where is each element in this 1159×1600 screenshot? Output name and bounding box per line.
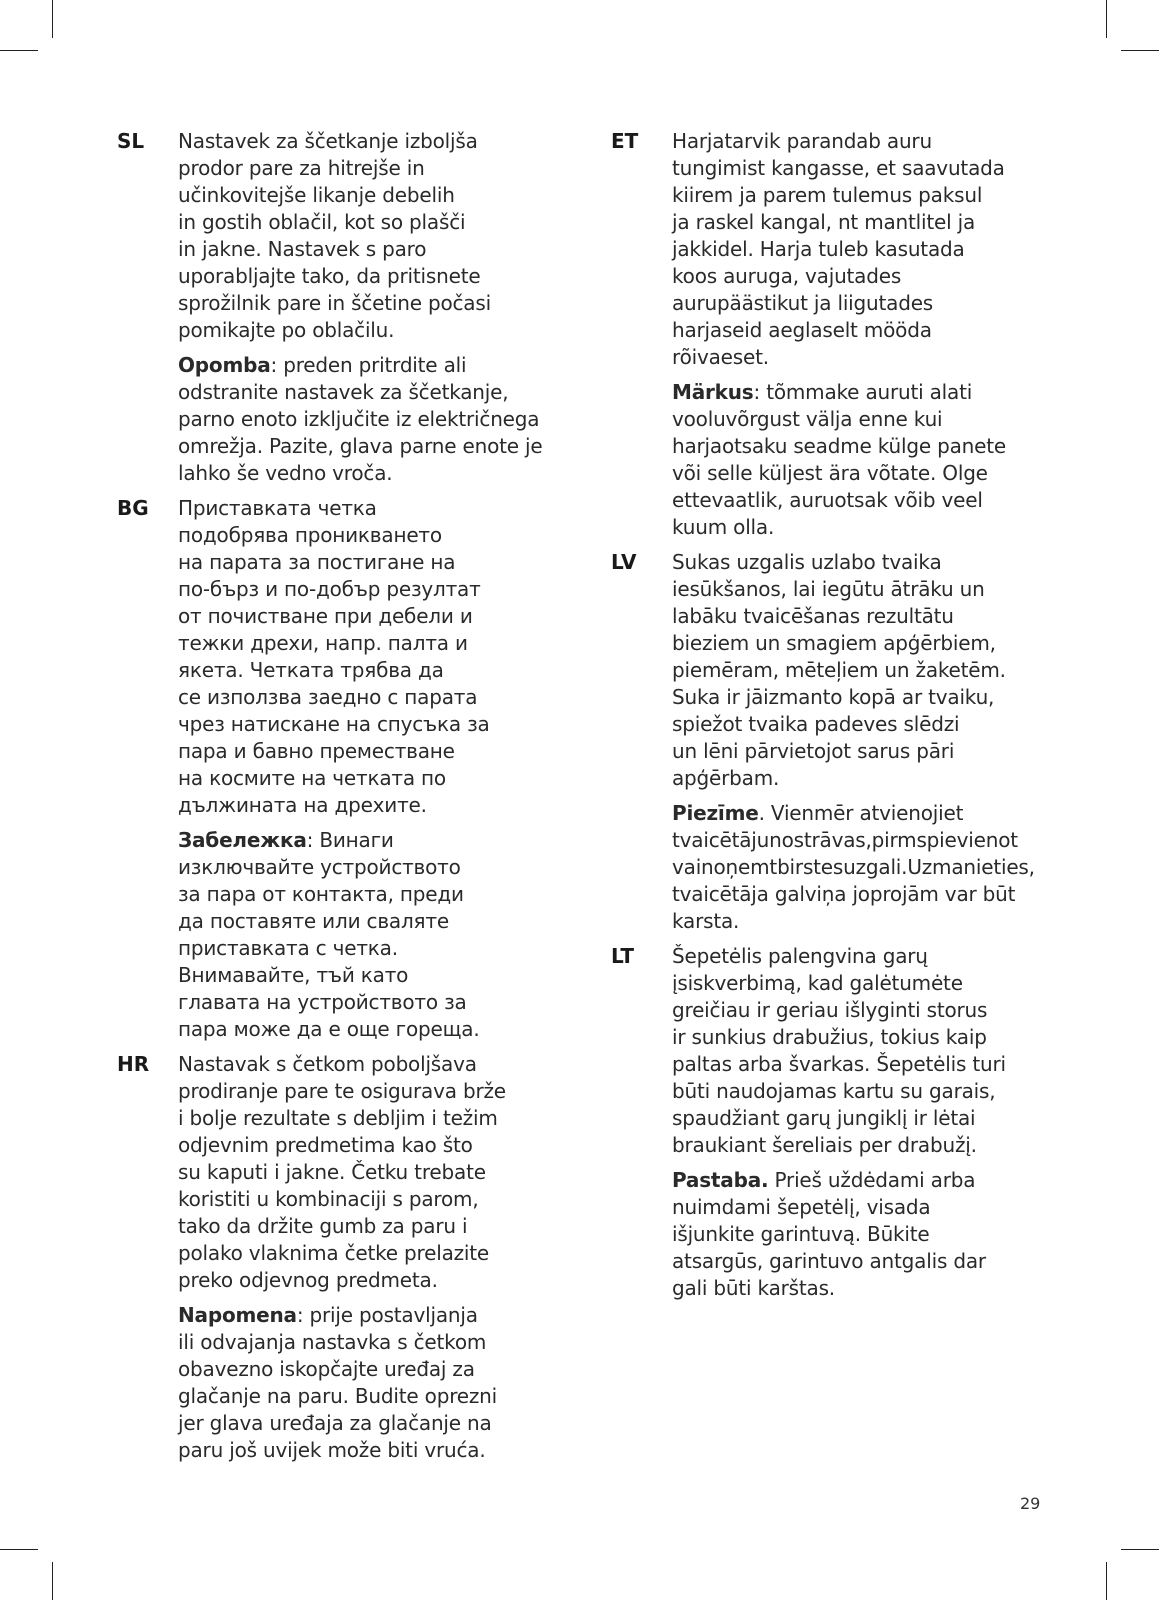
description: Приставката четка подобрява проникването на парата за постигане на по-бърз и по-добър резултат от почистване при дебели и тежки дрехи, напр. палта и якета. Четката трябва да се използва заедно с парата чрез натискане на спусъка за пара и бавно преместване на космите на четката по дължината на дрехите.: [178, 496, 490, 817]
note: [178, 1302, 557, 1464]
crop-mark: [0, 50, 38, 51]
section-body: [672, 128, 1046, 549]
note-label: Napomena: [178, 1303, 297, 1327]
note-label: Opomba: [178, 353, 271, 377]
language-code: LV: [611, 550, 637, 574]
section-bg: [117, 495, 557, 1051]
note-text: : preden pritrdite ali odstranite nastavek za ščetkanje, parno enoto izključite iz električnega omrežja. Pazite, glava parne enote je lahko še vedno vroča.: [178, 353, 543, 485]
language-code: ET: [611, 129, 639, 153]
crop-mark: [52, 1562, 53, 1600]
crop-mark: [1121, 1549, 1159, 1550]
left-column: [117, 128, 557, 1472]
note-text: . Vienmēr atvienojiet tvaicētājunostrāvas,pirmspievienot vainoņemtbirstesuzgali.Uzmanieties, tvaicētāja galviņa joprojām var būt karsta.: [672, 801, 1035, 933]
section-lt: [611, 943, 1046, 1310]
note-text: Prieš uždėdami arba nuimdami šepetėlį, visada išjunkite garintuvą. Būkite atsargūs, garintuvo antgalis dar gali būti karštas.: [672, 1168, 986, 1300]
note-label: Забележка: [178, 828, 307, 852]
crop-mark: [1106, 0, 1107, 38]
section-body: [178, 1051, 557, 1472]
description: Harjatarvik parandab auru tungimist kangasse, et saavutada kiirem ja parem tulemus paksul ja raskel kangal, nt mantlitel ja jakkidel. Harja tuleb kasutada koos auruga, vajutades aurupäästikut ja liigutades harjaseid aeglaselt mööda rõivaeset.: [672, 129, 1005, 369]
language-code: SL: [117, 129, 145, 153]
section-body: [178, 495, 557, 1051]
note-label: Märkus: [672, 380, 754, 404]
page-number: 29: [1020, 1494, 1041, 1513]
description: Šepetėlis palengvina garų įsiskverbimą, kad galėtumėte greičiau ir geriau išlyginti storus ir sunkius drabužius, tokius kaip paltas arba švarkas. Šepetėlis turi būti naudojamas kartu su garais, spaudžiant garų jungiklį ir lėtai braukiant šereliais per drabužį.: [672, 944, 1006, 1157]
section-body: [672, 943, 1046, 1310]
language-code: BG: [117, 496, 149, 520]
section-hr: [117, 1051, 557, 1472]
note-text: : tõmmake auruti alati vooluvõrgust välja enne kui harjaotsaku seadme külge panete või selle küljest ära võtate. Olge ettevaatlik, auruotsak võib veel kuum olla.: [672, 380, 1006, 539]
description: Nastavek za ščetkanje izboljša prodor pare za hitrejše in učinkovitejše likanje debelih in gostih oblačil, kot so plašči in jakne. Nastavek s paro uporabljajte tako, da pritisnete sprožilnik pare in ščetine počasi pomikajte po oblačilu.: [178, 129, 491, 342]
note-text: : Винаги изключвайте устройството за пара от контакта, преди да поставяте или сваляте приставката с четка. Внимавайте, тъй като главата на устройството за пара може да е още гореща.: [178, 828, 480, 1041]
note: [672, 800, 1046, 935]
section-body: [178, 128, 557, 495]
note: [178, 827, 557, 1043]
right-column: [611, 128, 1046, 1310]
crop-mark: [52, 0, 53, 38]
note-label: Piezīme: [672, 801, 759, 825]
section-et: [611, 128, 1046, 549]
section-sl: [117, 128, 557, 495]
note: [178, 352, 557, 487]
crop-mark: [0, 1549, 38, 1550]
note-label: Pastaba.: [672, 1168, 769, 1192]
description: Sukas uzgalis uzlabo tvaika iesūkšanos, lai iegūtu ātrāku un labāku tvaicēšanas rezultātu bieziem un smagiem apģērbiem, piemēram, mēteļiem un žaketēm. Suka ir jāizmanto kopā ar tvaiku, spiežot tvaika padeves slēdzi un lēni pārvietojot sarus pāri apģērbam.: [672, 550, 1006, 790]
note-text: : prije postavljanja ili odvajanja nastavka s četkom obavezno iskopčajte uređaj za glačanje na paru. Budite oprezni jer glava uređaja za glačanje na paru još uvijek može biti vruća.: [178, 1303, 498, 1462]
crop-mark: [1121, 50, 1159, 51]
language-code: LT: [611, 944, 635, 968]
section-lv: [611, 549, 1046, 943]
language-code: HR: [117, 1052, 150, 1076]
note: [672, 379, 1046, 541]
description: Nastavak s četkom poboljšava prodiranje pare te osigurava brže i bolje rezultate s debljim i težim odjevnim predmetima kao što su kaputi i jakne. Četku trebate koristiti u kombinaciji s parom, tako da držite gumb za paru i polako vlaknima četke prelazite preko odjevnog predmeta.: [178, 1052, 506, 1292]
crop-mark: [1106, 1562, 1107, 1600]
note: [672, 1167, 1046, 1302]
section-body: [672, 549, 1046, 943]
